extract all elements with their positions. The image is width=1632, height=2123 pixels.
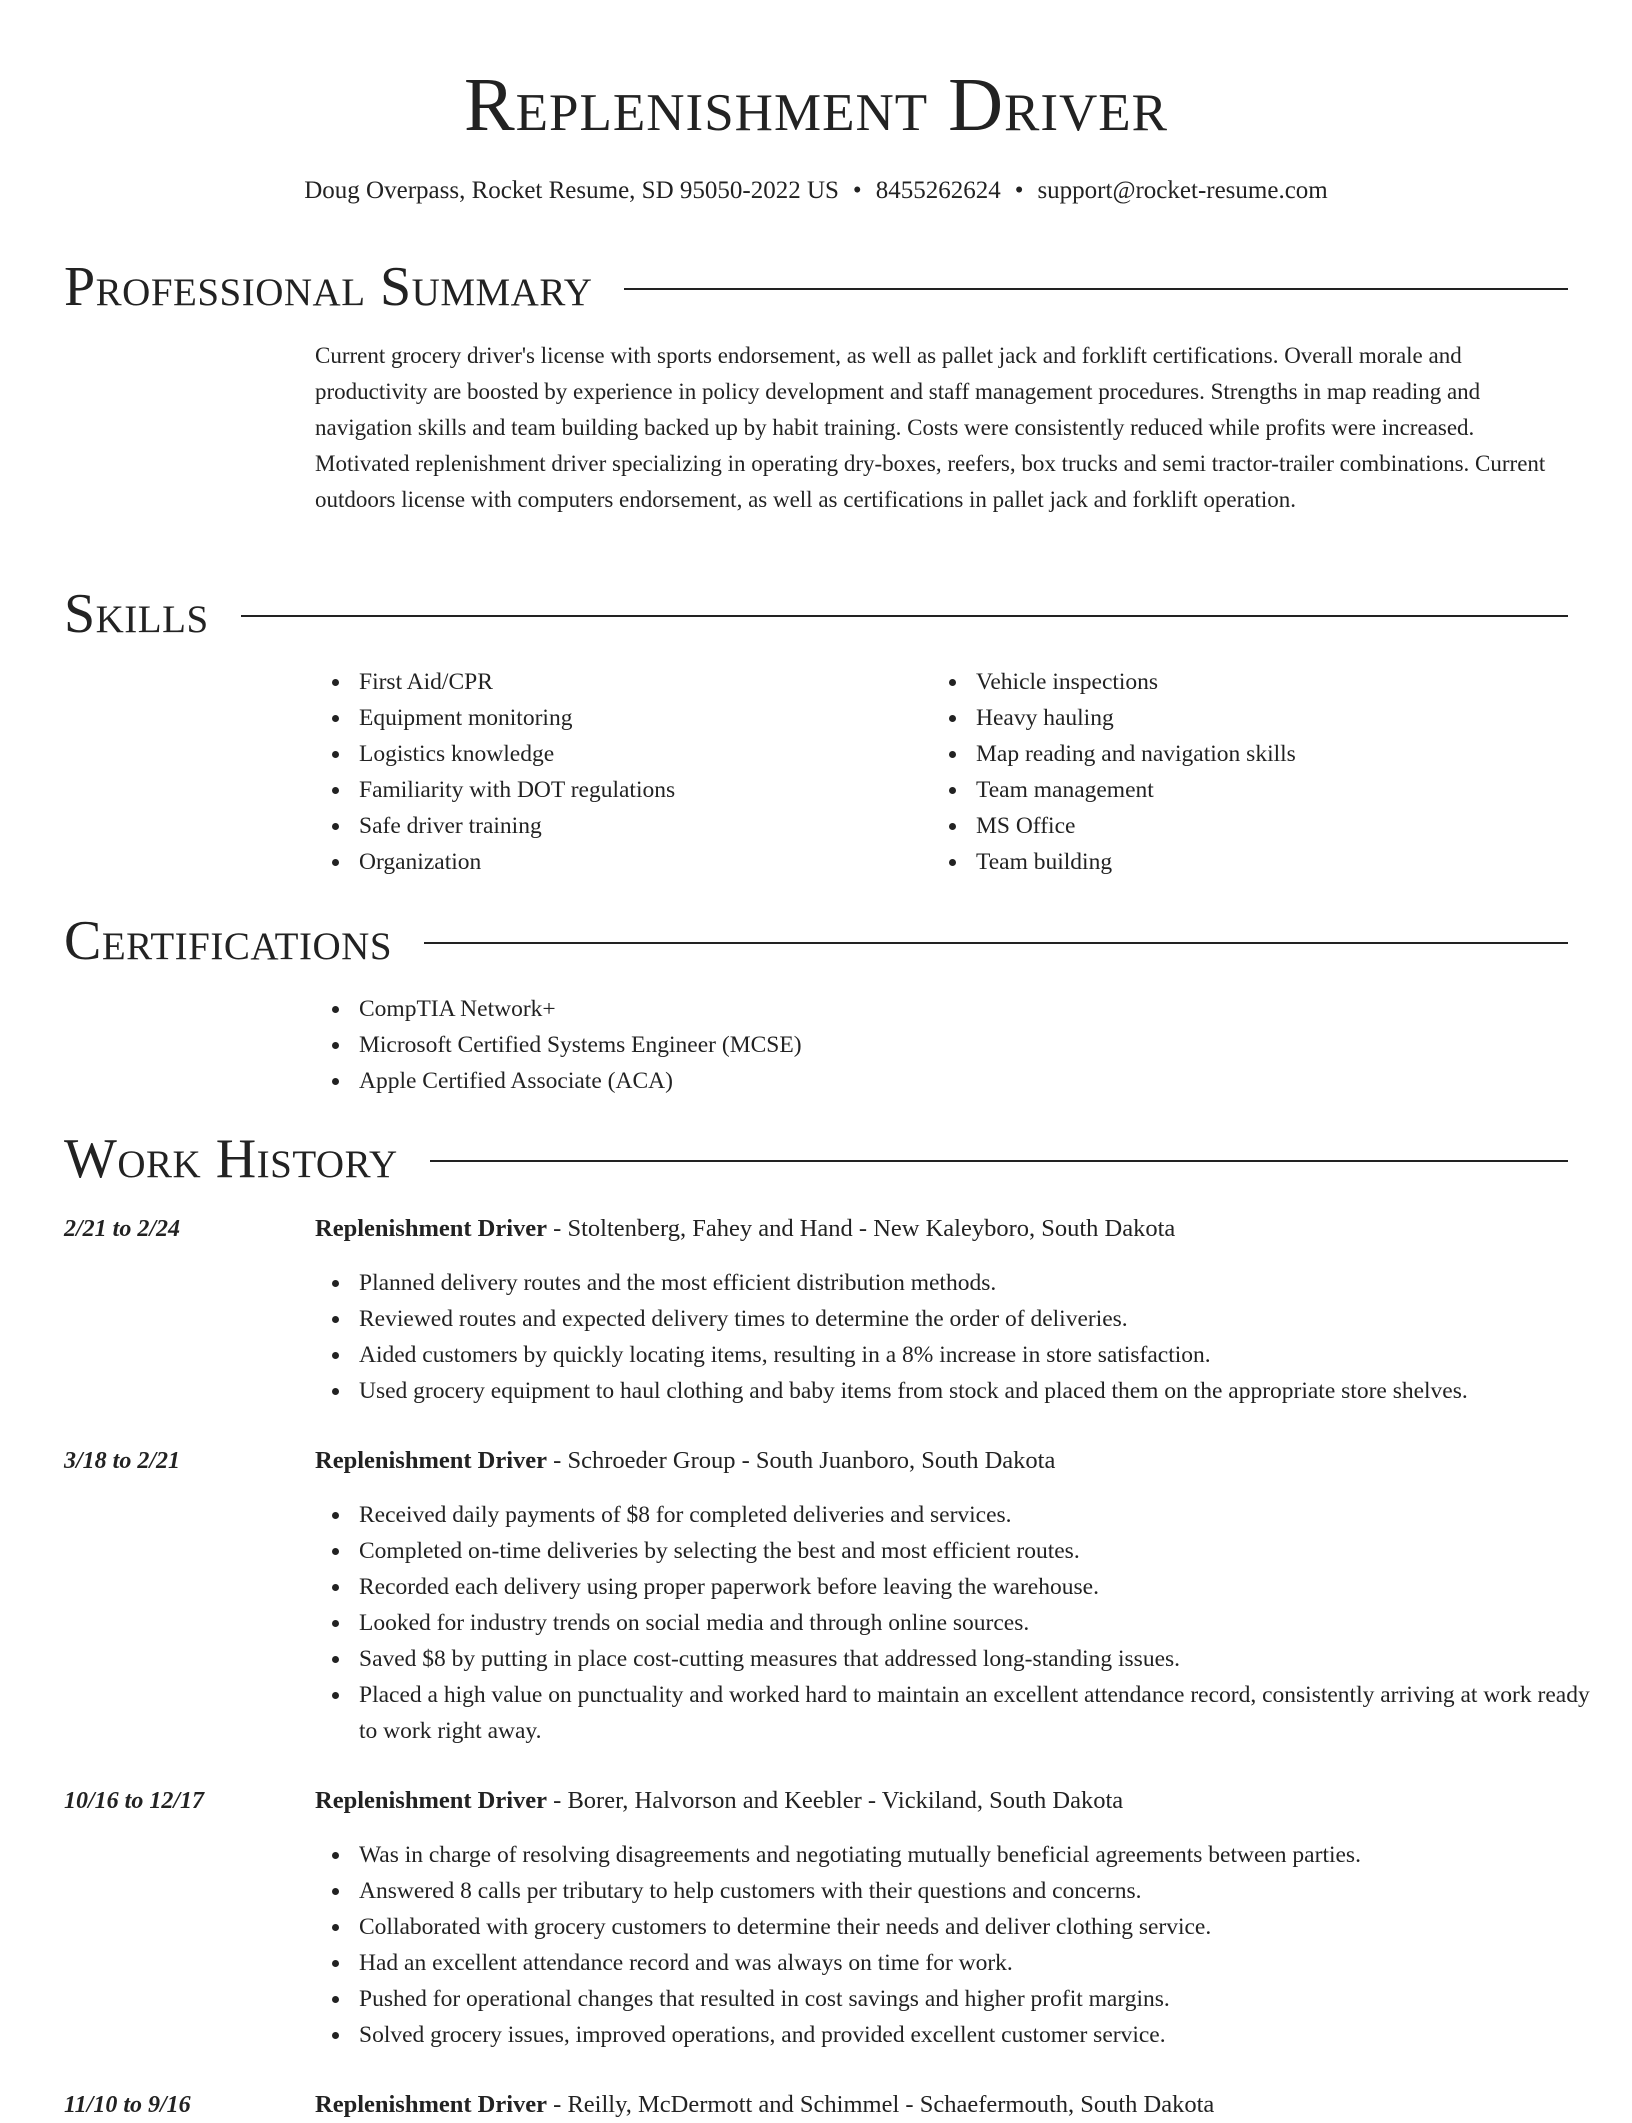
job-bullet: Aided customers by quickly locating items, resulting in a 8% increase in store satisfaction. — [359, 1337, 1605, 1373]
job-bullet: Had an excellent attendance record and was always on time for work. — [359, 1945, 1605, 1981]
skills-section-header — [64, 582, 1568, 646]
contact-line — [0, 174, 1632, 208]
job-dates: 3/18 to 2/21 — [64, 1448, 181, 1474]
job-dates: 11/10 to 9/16 — [64, 2092, 191, 2118]
job-heading — [315, 2087, 1214, 2123]
job-bullets — [315, 1265, 1605, 1409]
job-dates: 10/16 to 12/17 — [64, 1788, 205, 1814]
summary-text: Current grocery driver's license with sports endorsement, as well as pallet jack and forklift certifications. Overall morale and productivity are boosted by experience in policy development and staff management procedures. Strengths in map reading and navigation skills and team building backed up by habit training. Costs were consistently reduced while profits were increased. Motivated replenishment driver specializing in operating dry-boxes, reefers, box trucks and semi tractor-trailer combinations. Current outdoors license with computers endorsement, as well as certifications in pallet jack and forklift operation. — [315, 343, 1546, 512]
skill-item: Map reading and navigation skills — [976, 736, 1552, 772]
contact-separator: • — [1014, 177, 1024, 204]
summary-section-header — [64, 255, 1568, 319]
job-bullet: Pushed for operational changes that resulted in cost savings and higher profit margins. — [359, 1981, 1605, 2017]
skill-item: Safe driver training — [359, 808, 875, 844]
job-bullets — [315, 1837, 1605, 2053]
contact-separator: • — [852, 177, 862, 204]
contact-address: Doug Overpass, Rocket Resume, SD 95050-2022 US — [304, 177, 839, 204]
certification-item: Apple Certified Associate (ACA) — [359, 1063, 1515, 1099]
certifications-section-header — [64, 909, 1568, 973]
skills-list-right — [932, 664, 1552, 880]
job-bullet: Reviewed routes and expected delivery times to determine the order of deliveries. — [359, 1301, 1605, 1337]
skill-item: Team building — [976, 844, 1552, 880]
job-bullet: Recorded each delivery using proper paperwork before leaving the warehouse. — [359, 1569, 1605, 1605]
job-heading — [315, 1211, 1175, 1247]
job-details: - Schroeder Group - South Juanboro, South Dakota — [547, 1447, 1056, 1474]
job-bullet: Answered 8 calls per tributary to help customers with their questions and concerns. — [359, 1873, 1605, 1909]
job-bullet: Received daily payments of $8 for completed deliveries and services. — [359, 1497, 1605, 1533]
job-bullet: Was in charge of resolving disagreements and negotiating mutually beneficial agreements between parties. — [359, 1837, 1605, 1873]
job-bullet: Used grocery equipment to haul clothing and baby items from stock and placed them on the appropriate store shelves. — [359, 1373, 1605, 1409]
job-bullet: Planned delivery routes and the most efficient distribution methods. — [359, 1265, 1605, 1301]
work-history-section-header — [64, 1127, 1568, 1191]
contact-phone[interactable]: 8455262624 — [875, 177, 1001, 204]
certifications-list — [315, 991, 1515, 1099]
contact-email[interactable]: support@rocket-resume.com — [1037, 177, 1328, 204]
skill-item: Heavy hauling — [976, 700, 1552, 736]
job-dates: 2/21 to 2/24 — [64, 1216, 181, 1242]
section-divider — [424, 942, 1568, 944]
job-title: Replenishment Driver — [315, 2091, 548, 2118]
resume-title: Replenishment Driver — [463, 63, 1168, 147]
section-heading: Skills — [64, 583, 209, 645]
job-heading — [315, 1783, 1123, 1819]
certification-item: Microsoft Certified Systems Engineer (MCSE) — [359, 1027, 1515, 1063]
job-details: - Borer, Halvorson and Keebler - Vickiland, South Dakota — [547, 1787, 1124, 1814]
job-title: Replenishment Driver — [315, 1787, 548, 1814]
section-divider — [624, 288, 1568, 290]
job-bullet: Completed on-time deliveries by selecting the best and most efficient routes. — [359, 1533, 1605, 1569]
skill-item: Equipment monitoring — [359, 700, 875, 736]
job-details: - Reilly, McDermott and Schimmel - Schaefermouth, South Dakota — [547, 2091, 1215, 2118]
job-bullet: Solved grocery issues, improved operations, and provided excellent customer service. — [359, 2017, 1605, 2053]
skill-item: MS Office — [976, 808, 1552, 844]
job-title: Replenishment Driver — [315, 1447, 548, 1474]
section-divider — [241, 615, 1568, 617]
skill-item: First Aid/CPR — [359, 664, 875, 700]
job-bullet: Collaborated with grocery customers to determine their needs and deliver clothing service. — [359, 1909, 1605, 1945]
job-bullet: Looked for industry trends on social media and through online sources. — [359, 1605, 1605, 1641]
section-divider — [430, 1160, 1568, 1162]
section-heading: Professional Summary — [64, 256, 593, 318]
skill-item: Organization — [359, 844, 875, 880]
skill-item: Vehicle inspections — [976, 664, 1552, 700]
skill-item: Logistics knowledge — [359, 736, 875, 772]
job-bullets — [315, 1497, 1605, 1749]
certification-item: CompTIA Network+ — [359, 991, 1515, 1027]
skill-item: Team management — [976, 772, 1552, 808]
section-heading: Certifications — [64, 910, 393, 972]
skill-item: Familiarity with DOT regulations — [359, 772, 875, 808]
section-heading: Work History — [64, 1128, 398, 1190]
job-title: Replenishment Driver — [315, 1215, 548, 1242]
job-heading — [315, 1443, 1055, 1479]
job-details: - Stoltenberg, Fahey and Hand - New Kaleyboro, South Dakota — [547, 1215, 1176, 1242]
job-bullet: Placed a high value on punctuality and worked hard to maintain an excellent attendance record, consistently arriving at work ready to work right away. — [359, 1677, 1605, 1749]
skills-list-left — [315, 664, 875, 880]
job-bullet: Saved $8 by putting in place cost-cutting measures that addressed long-standing issues. — [359, 1641, 1605, 1677]
